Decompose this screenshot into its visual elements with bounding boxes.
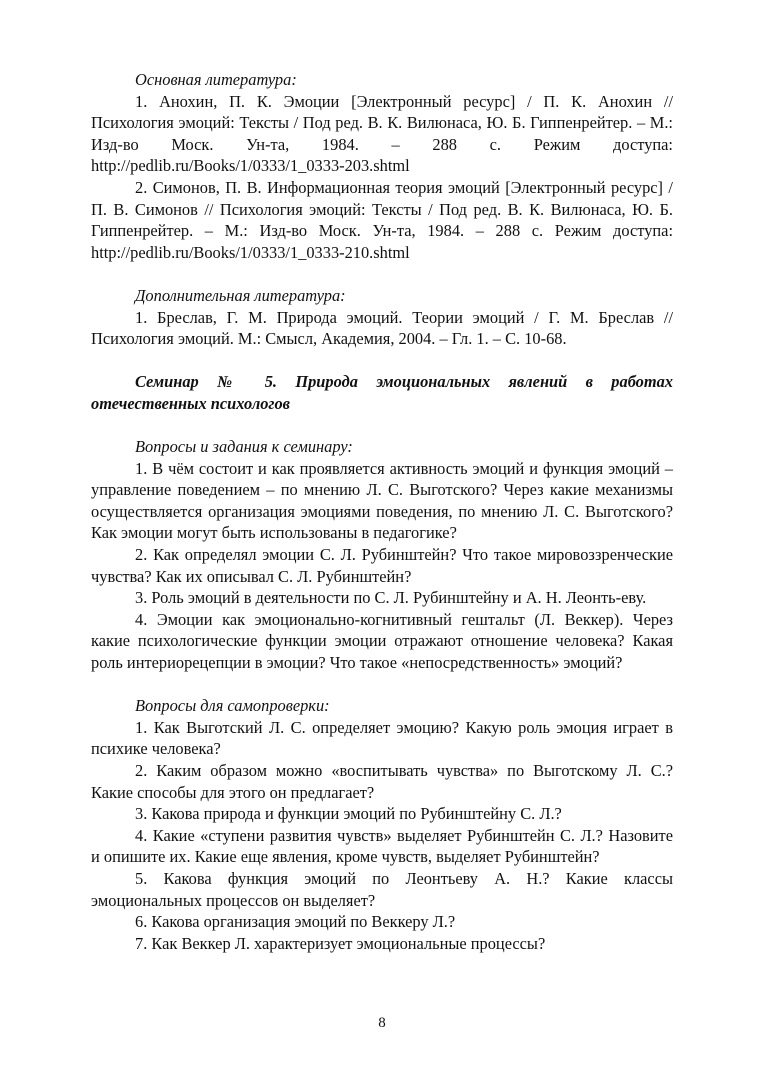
self-check-item: 5. Какова функция эмоций по Леонтьеву А. Н.? Какие классы эмоциональных процессов он выделяет? [91,868,673,910]
self-check-item: 3. Какова природа и функции эмоций по Рубинштейну С. Л.? [135,804,562,824]
question-item: 4. Эмоции как эмоционально-когнитивный гештальт (Л. Веккер). Через какие психологические функции эмоции отражают отношение человека? Какая роль интериорецепции в эмоции? Что такое «непосредственность» эмоций? [91,609,673,673]
self-check-item: 2. Каким образом можно «воспитывать чувства» по Выготскому Л. С.? Какие способы для этого он предлагает? [91,761,673,802]
spacer [91,415,673,437]
spacer [91,674,673,696]
main-literature-item: 2. Симонов, П. В. Информационная теория эмоций [Электронный ресурс] / П. В. Симонов // Психология эмоций: Тексты / Под ред. В. К. Вилюнаса, Ю. Б. Гиппенрейтер. – М.: Изд-во Моск. Ун-та, 1984. – 288 с. Режим доступа: http://pedlib.ru/Books/1/0333/1_0333-210.shtml [91,177,673,262]
self-check-item: 1. Как Выготский Л. С. определяет эмоцию? Какую роль эмоция играет в психике человека? [91,717,673,759]
self-check-item: 4. Какие «ступени развития чувств» выделяет Рубинштейн С. Л.? Назовите и опишите их. Какие еще явления, кроме чувств, выделяет Рубинштейн? [91,825,673,867]
questions-heading: Вопросы и задания к семинару: [135,437,353,457]
question-item: 1. В чём состоит и как проявляется активность эмоций и функция эмоций – управление поведением – по мнению Л. С. Выготского? Через какие механизмы осуществляется организация эмоциями поведения, по мнению Л. С. Выготского? Как эмоции могут быть использованы в педагогике? [91,458,673,543]
extra-literature-heading: Дополнительная литература: [135,285,346,305]
self-check-item: 6. Какова организация эмоций по Веккеру Л.? [135,912,456,932]
self-check-item: 7. Как Веккер Л. характеризует эмоциональные процессы? [135,933,546,953]
seminar-title: Семинар № 5. Природа эмоциональных явлений в работах отечественных психологов [91,372,673,413]
spacer [91,263,673,285]
self-check-heading: Вопросы для самопроверки: [135,696,330,716]
main-literature-heading: Основная литература: [135,70,297,89]
question-item: 2. Как определял эмоции С. Л. Рубинштейн? Что такое мировоззренческие чувства? Как их описывал С. Л. Рубинштейн? [91,545,673,586]
spacer [91,350,673,372]
question-item: 3. Роль эмоций в деятельности по С. Л. Рубинштейну и А. Н. Леонть-еву. [135,588,647,608]
document-page [91,69,673,954]
extra-literature-item: 1. Бреслав, Г. М. Природа эмоций. Теории эмоций / Г. М. Бреслав // Психология эмоций. М.: Смысл, Академия, 2004. – Гл. 1. – С. 10-68. [91,307,673,349]
page-number: 8 [378,1015,386,1031]
main-literature-item: 1. Анохин, П. К. Эмоции [Электронный ресурс] / П. К. Анохин // Психология эмоций: Тексты / Под ред. В. К. Вилюнаса, Ю. Б. Гиппенрейтер. – М.: Изд-во Моск. Ун-та, 1984. – 288 с. Режим доступа: http://pedlib.ru/Books/1/0333/1_0333-203.shtml [91,91,673,176]
